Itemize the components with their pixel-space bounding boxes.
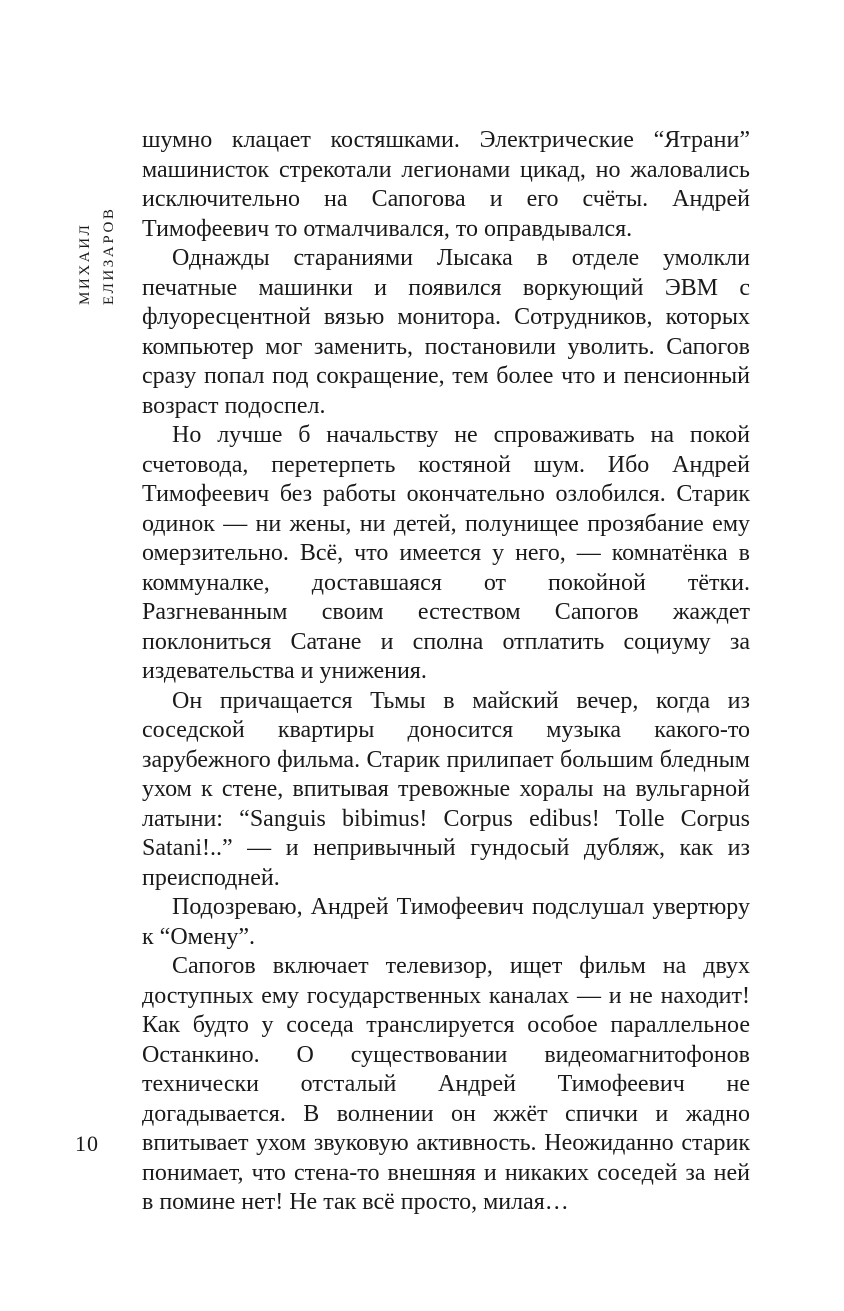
paragraph-1: шумно клацает костяшками. Электрические “Ятрани” машинисток стрекотали легионами цикад, но жаловались исключительно на Сапогова и его счёты. Андрей Тимофеевич то отмалчивался, то оправдывался. bbox=[142, 127, 750, 242]
body-text bbox=[142, 126, 750, 1218]
paragraph-3: Но лучше б начальству не спроваживать на покой счетовода, перетерпеть костяной шум. Ибо Андрей Тимофеевич без работы окончательно озлобился. Старик одинок — ни жены, ни детей, полунищее прозябание ему омерзительно. Всё, что имеется у него, — комнатёнка в коммуналке, доставшаяся от покойной тётки. Разгневанным своим естеством Сапогов жаждет поклониться Сатане и сполна отплатить социуму за издевательства и унижения. bbox=[142, 422, 750, 684]
paragraph-4: Он причащается Тьмы в майский вечер, когда из соседской квартиры доносится музыка какого-то зарубежного фильма. Старик прилипает большим бледным ухом к стене, впитывая тревожные хоралы на вульгарной латыни: “Sanguis bibimus! Corpus edibus! Tolle Corpus Satani!..” — и непривычный гундосый дубляж, как из преисподней. bbox=[142, 687, 750, 891]
page-number: 10 bbox=[75, 1131, 99, 1156]
paragraph-6: Сапогов включает телевизор, ищет фильм на двух доступных ему государственных каналах — и не находит! Как будто у соседа транслируется особое параллельное Останкино. О существовании видеомагнитофонов технически отсталый Андрей Тимофеевич не догадывается. В волнении он жжёт спички и жадно впитывает ухом звуковую активность. Неожиданно старик понимает, что стена-то внешняя и никаких соседей за ней в помине нет! Не так всё просто, милая… bbox=[142, 953, 750, 1215]
paragraph-5: Подозреваю, Андрей Тимофеевич подслушал увертюру к “Омену”. bbox=[142, 894, 750, 950]
running-head-author: МИХАИЛ ЕЛИЗАРОВ bbox=[77, 206, 117, 305]
paragraph-2: Однажды стараниями Лысака в отделе умолкли печатные машинки и появился воркующий ЭВМ с флуоресцентной вязью монитора. Сотрудников, которых компьютер мог заменить, постановили уволить. Сапогов сразу попал под сокращение, тем более что и пенсионный возраст подоспел. bbox=[142, 245, 750, 419]
